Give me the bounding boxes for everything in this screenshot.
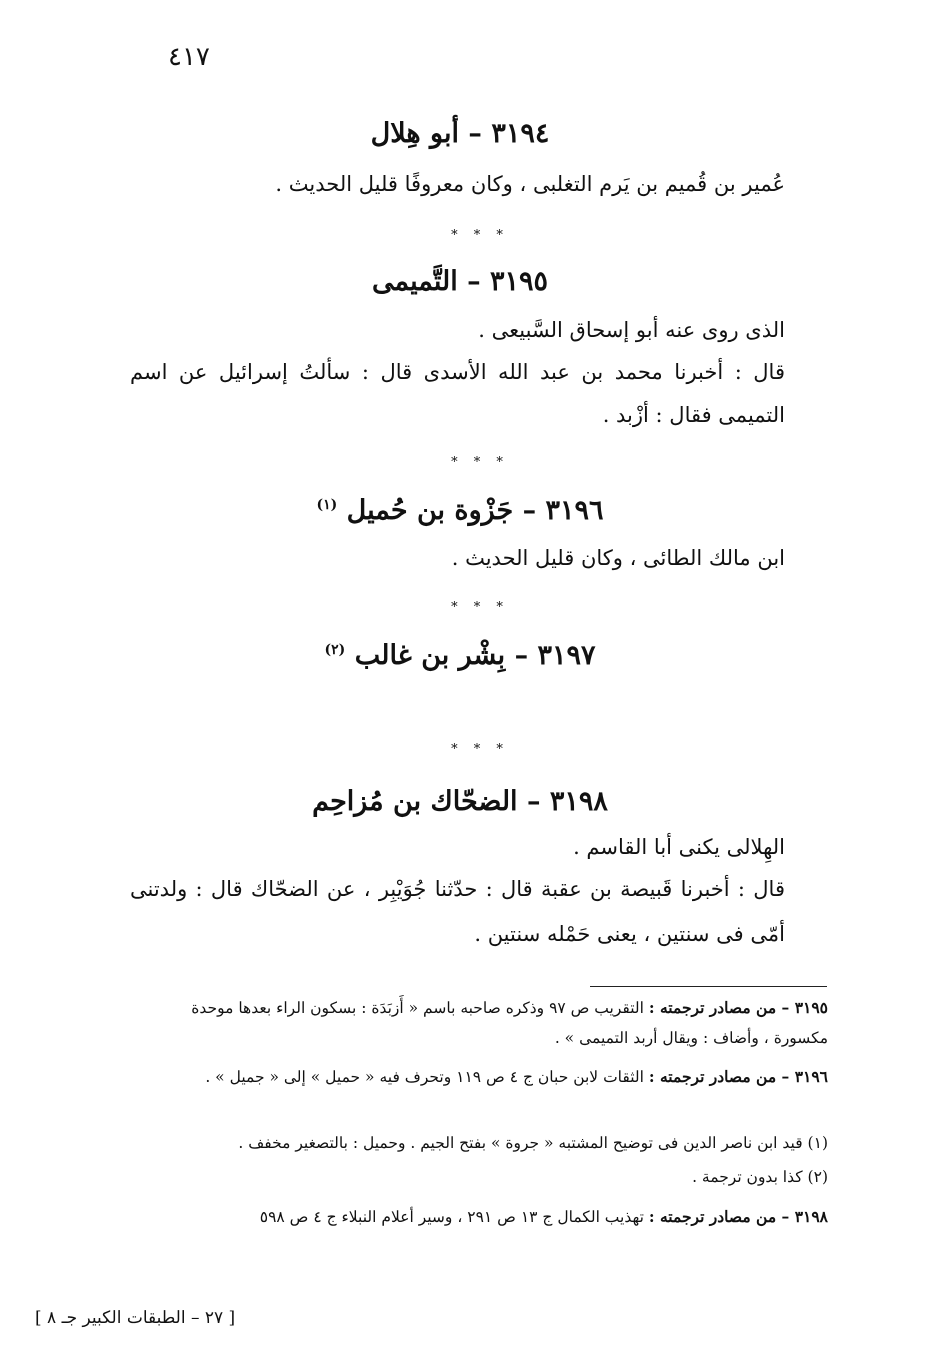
footnote-text: تهذيب الكمال ج ١٣ ص ٢٩١ ، وسير أعلام النبلاء ج ٤ ص ٥٩٨ <box>259 1208 649 1226</box>
entry-name: الضحّاك بن مُزاحِم <box>312 786 518 817</box>
footnote-label: ٣١٩٦ – من مصادر ترجمته : <box>648 1067 828 1086</box>
entry-heading-3196 <box>135 495 785 526</box>
entry-heading-3198 <box>135 786 785 817</box>
entry-dash: – <box>522 495 537 526</box>
separator: * * * <box>451 455 509 470</box>
entry-3195-line-1: الذى روى عنه أبو إسحاق السَّبيعى . <box>478 318 785 342</box>
separator: * * * <box>451 228 509 243</box>
footnote-marker: (١) <box>316 497 338 513</box>
entry-number: ٣١٩٦ <box>545 495 604 526</box>
footnote-sources-3195 <box>138 993 828 1053</box>
entry-number: ٣١٩٨ <box>549 786 608 817</box>
entry-name: جَزْوة بن حُميل <box>346 495 514 526</box>
entry-heading-3194 <box>135 118 785 149</box>
entry-dash: – <box>514 640 529 671</box>
entry-3195-line-3: التميمى فقال : أزْبد . <box>602 403 785 427</box>
entry-3194-line-1: عُمير بن قُميم بن يَرم التغلبى ، وكان معروفًا قليل الحديث . <box>275 172 785 196</box>
entry-number: ٣١٩٥ <box>490 266 549 297</box>
footnote-sources-3196 <box>138 1062 828 1092</box>
entry-dash: – <box>526 786 541 817</box>
footnote-note-1: (١) قيد ابن ناصر الدين فى توضيح المشتبه « جروة » بفتح الجيم . وحميل : بالتصغير مخفف . <box>238 1134 828 1152</box>
entry-3198-line-2: قال : أخبرنا قَبيصة بن عقبة قال : حدّثنا جُوَيْبِر ، عن الضحّاك قال : ولدتنى <box>130 877 785 901</box>
entry-3196-line-1: ابن مالك الطائى ، وكان قليل الحديث . <box>451 546 785 570</box>
entry-heading-3195 <box>135 266 785 297</box>
entry-name: بِشْر بن غالب <box>354 640 506 671</box>
entry-dash: – <box>468 118 482 149</box>
printer-signature: [ ٢٧ – الطبقات الكبير جـ ٨ ] <box>35 1308 236 1328</box>
entry-number: ٣١٩٤ <box>491 118 550 149</box>
separator: * * * <box>451 742 509 757</box>
footnote-marker: (٢) <box>324 642 346 658</box>
entry-3195-line-2: قال : أخبرنا محمد بن عبد الله الأسدى قال : سألتُ إسرائيل عن اسم <box>130 360 785 384</box>
separator: * * * <box>451 600 509 615</box>
footnote-divider <box>590 986 827 987</box>
entry-name: التَّميمى <box>371 266 458 297</box>
footnote-label: ٣١٩٨ – من مصادر ترجمته : <box>648 1207 828 1226</box>
entry-3198-line-1: الهِلالى يكنى أبا القاسم . <box>573 835 785 859</box>
entry-dash: – <box>467 266 481 297</box>
footnote-text: الثقات لابن حبان ج ٤ ص ١١٩ وتحرف فيه « حميل » إلى « جميل » . <box>205 1068 649 1086</box>
page-number: ٤١٧ <box>168 42 210 72</box>
footnote-note-2: (٢) كذا بدون ترجمة . <box>692 1168 828 1186</box>
entry-number: ٣١٩٧ <box>537 640 596 671</box>
entry-name: أبو هِلال <box>370 118 459 149</box>
footnote-label: ٣١٩٥ – من مصادر ترجمته : <box>648 998 828 1017</box>
entry-3198-line-3: أمّى فى سنتين ، يعنى حَمْله سنتين . <box>474 922 785 946</box>
footnote-sources-3198 <box>138 1202 828 1232</box>
footnote-text: التقريب ص ٩٧ وذكره صاحبه باسم « أَزبَدَة : بسكون الراء بعدها موحدة مكسورة ، وأضاف : ويقال أربد التميمى » . <box>191 999 828 1047</box>
entry-heading-3197 <box>135 640 785 671</box>
